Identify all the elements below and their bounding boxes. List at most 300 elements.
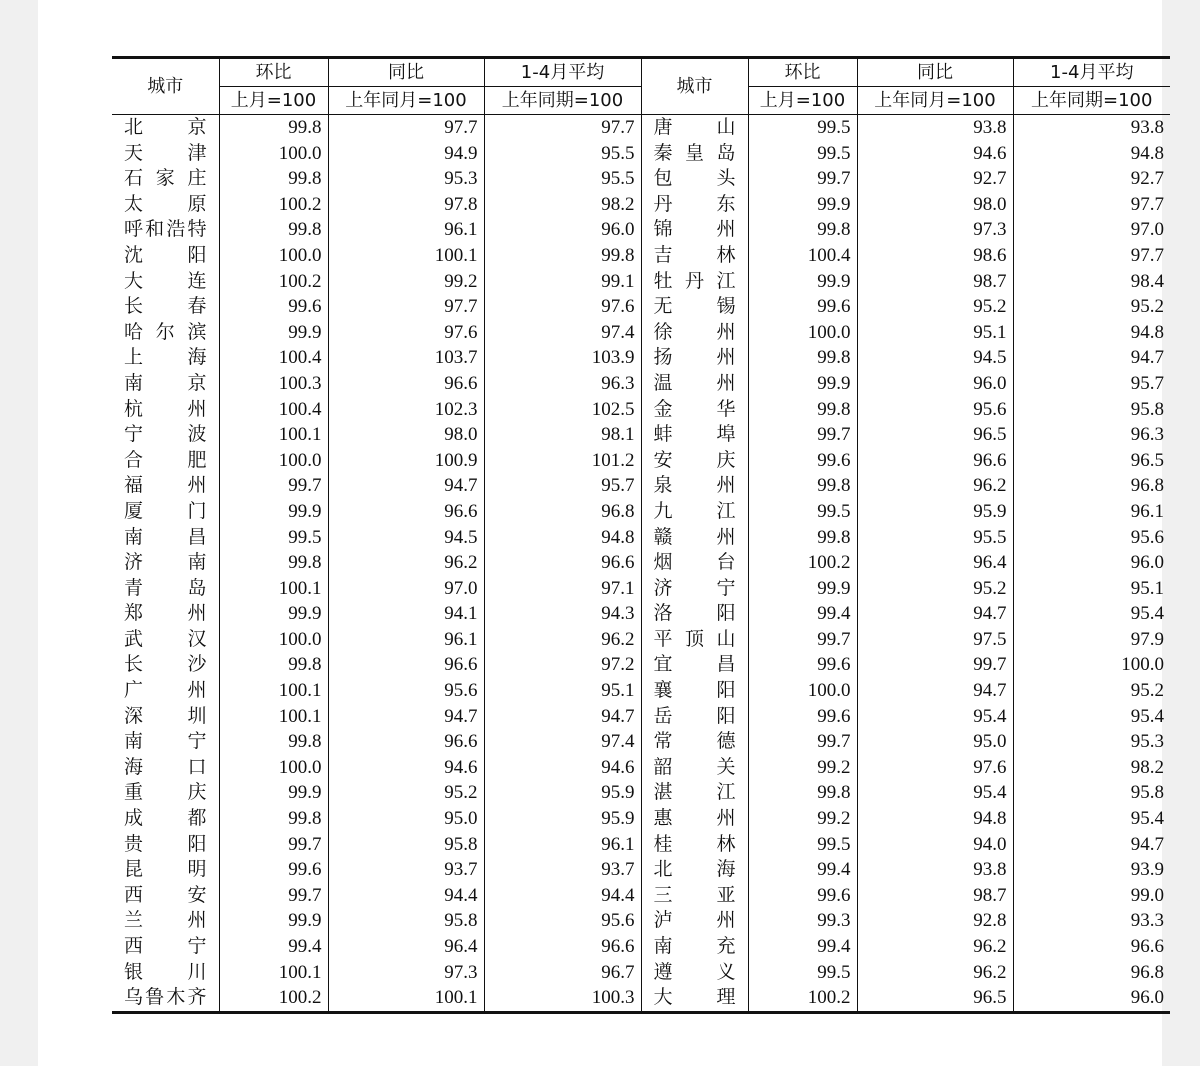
city-label: 石家庄: [124, 167, 207, 190]
city-label: 秦皇岛: [653, 141, 736, 164]
city-name-right: [641, 345, 748, 371]
avg-value-right: 97.0: [1013, 217, 1170, 243]
mom-value-right: 99.8: [748, 525, 857, 551]
yoy-value-left: 102.3: [328, 397, 484, 423]
city-name-right: [641, 371, 748, 397]
city-label: 昆明: [124, 858, 207, 881]
city-name-left: [112, 627, 219, 653]
avg-value-left: 95.9: [484, 806, 641, 832]
table-row: [112, 780, 1170, 806]
avg-value-left: 96.8: [484, 499, 641, 525]
avg-value-right: 96.1: [1013, 499, 1170, 525]
city-label: 呼和浩特: [124, 218, 207, 241]
mom-value-left: 100.0: [219, 755, 328, 781]
mom-value-left: 99.9: [219, 780, 328, 806]
yoy-value-left: 100.1: [328, 243, 484, 269]
city-name-left: [112, 934, 219, 960]
city-label: 赣州: [653, 525, 736, 548]
avg-value-left: 96.3: [484, 371, 641, 397]
yoy-value-left: 94.9: [328, 141, 484, 167]
city-label: 上海: [124, 346, 207, 369]
mom-value-left: 100.4: [219, 397, 328, 423]
mom-value-left: 100.4: [219, 345, 328, 371]
city-label: 重庆: [124, 781, 207, 804]
table-row: [112, 985, 1170, 1012]
city-label: 北京: [124, 116, 207, 138]
yoy-value-right: 94.7: [857, 601, 1013, 627]
city-name-left: [112, 217, 219, 243]
avg-value-right: 94.8: [1013, 320, 1170, 346]
city-label: 唐山: [653, 116, 736, 138]
city-label: 太原: [124, 192, 207, 215]
avg-value-left: 99.8: [484, 243, 641, 269]
avg-value-right: 95.7: [1013, 371, 1170, 397]
mom-value-right: 99.2: [748, 755, 857, 781]
yoy-value-left: 97.7: [328, 294, 484, 320]
yoy-value-right: 95.4: [857, 704, 1013, 730]
avg-value-right: 93.3: [1013, 908, 1170, 934]
yoy-header-right: 同比: [857, 58, 1013, 87]
city-label: 泉州: [653, 474, 736, 497]
yoy-value-left: 93.7: [328, 857, 484, 883]
city-label: 成都: [124, 807, 207, 830]
mom-value-right: 99.7: [748, 627, 857, 653]
avg-value-right: 93.8: [1013, 115, 1170, 141]
city-label: 深圳: [124, 704, 207, 727]
table-row: [112, 166, 1170, 192]
mom-value-right: 99.8: [748, 473, 857, 499]
mom-value-right: 99.4: [748, 857, 857, 883]
mom-header-right: 环比: [748, 58, 857, 87]
avg-value-right: 96.6: [1013, 934, 1170, 960]
mom-value-right: 99.8: [748, 780, 857, 806]
yoy-value-left: 94.6: [328, 755, 484, 781]
city-label: 宁波: [124, 423, 207, 446]
avg-value-right: 97.7: [1013, 243, 1170, 269]
yoy-value-left: 95.3: [328, 166, 484, 192]
city-name-left: [112, 115, 219, 141]
table-row: [112, 243, 1170, 269]
mom-header-left: 环比: [219, 58, 328, 87]
yoy-value-left: 95.2: [328, 780, 484, 806]
city-label: 韶关: [653, 755, 736, 778]
mom-value-left: 99.8: [219, 729, 328, 755]
mom-value-left: 100.1: [219, 678, 328, 704]
mom-value-right: 99.6: [748, 294, 857, 320]
city-name-left: [112, 678, 219, 704]
city-name-right: [641, 550, 748, 576]
city-name-right: [641, 755, 748, 781]
document-page: [38, 0, 1162, 1066]
yoy-value-left: 96.6: [328, 652, 484, 678]
avg-value-right: 100.0: [1013, 652, 1170, 678]
yoy-value-right: 94.0: [857, 832, 1013, 858]
yoy-value-right: 97.3: [857, 217, 1013, 243]
mom-value-right: 99.4: [748, 934, 857, 960]
mom-value-right: 99.6: [748, 883, 857, 909]
yoy-base-left: 上年同月=100: [328, 87, 484, 115]
city-name-left: [112, 652, 219, 678]
city-label: 天津: [124, 141, 207, 164]
city-name-left: [112, 755, 219, 781]
mom-value-right: 99.5: [748, 832, 857, 858]
avg-value-left: 102.5: [484, 397, 641, 423]
city-name-right: [641, 627, 748, 653]
city-name-left: [112, 908, 219, 934]
table-row: [112, 269, 1170, 295]
mom-value-left: 99.9: [219, 908, 328, 934]
mom-value-left: 99.8: [219, 217, 328, 243]
yoy-header-left: 同比: [328, 58, 484, 87]
city-name-right: [641, 806, 748, 832]
yoy-value-right: 95.2: [857, 294, 1013, 320]
avg-value-left: 95.7: [484, 473, 641, 499]
avg-value-right: 95.8: [1013, 780, 1170, 806]
mom-value-right: 99.7: [748, 166, 857, 192]
city-name-left: [112, 499, 219, 525]
city-label: 襄阳: [653, 679, 736, 702]
yoy-value-left: 96.6: [328, 499, 484, 525]
avg-value-left: 99.1: [484, 269, 641, 295]
city-name-left: [112, 704, 219, 730]
table-row: [112, 832, 1170, 858]
city-label: 郑州: [124, 602, 207, 625]
city-label: 西宁: [124, 935, 207, 957]
city-name-right: [641, 601, 748, 627]
city-label: 武汉: [124, 627, 207, 650]
city-name-right: [641, 217, 748, 243]
avg-value-left: 96.6: [484, 550, 641, 576]
table-row: [112, 934, 1170, 960]
mom-value-left: 99.7: [219, 473, 328, 499]
mom-value-left: 100.0: [219, 627, 328, 653]
mom-base-right: 上月=100: [748, 87, 857, 115]
city-name-right: [641, 115, 748, 141]
avg-value-right: 97.7: [1013, 192, 1170, 218]
city-name-right: [641, 243, 748, 269]
avg-value-left: 100.3: [484, 985, 641, 1012]
city-label: 哈尔滨: [124, 320, 207, 343]
avg-value-left: 97.4: [484, 320, 641, 346]
city-column-header-right: 城市: [641, 58, 748, 115]
yoy-value-right: 98.7: [857, 269, 1013, 295]
city-label: 九江: [653, 499, 736, 522]
table-row: [112, 576, 1170, 602]
yoy-value-right: 96.2: [857, 960, 1013, 986]
mom-value-left: 99.8: [219, 652, 328, 678]
city-name-right: [641, 422, 748, 448]
avg-value-right: 95.2: [1013, 294, 1170, 320]
yoy-value-left: 95.8: [328, 832, 484, 858]
table-row: [112, 806, 1170, 832]
yoy-value-right: 95.2: [857, 576, 1013, 602]
city-label: 泸州: [653, 909, 736, 932]
yoy-value-left: 103.7: [328, 345, 484, 371]
city-label: 桂林: [653, 832, 736, 855]
city-name-left: [112, 806, 219, 832]
city-label: 温州: [653, 371, 736, 394]
mom-value-right: 99.5: [748, 141, 857, 167]
mom-value-left: 100.1: [219, 960, 328, 986]
avg-value-right: 95.6: [1013, 525, 1170, 551]
mom-value-right: 99.6: [748, 704, 857, 730]
yoy-value-right: 95.6: [857, 397, 1013, 423]
mom-value-right: 99.5: [748, 115, 857, 141]
city-name-left: [112, 294, 219, 320]
mom-value-left: 99.9: [219, 601, 328, 627]
avg-base-left: 上年同期=100: [484, 87, 641, 115]
city-name-left: [112, 576, 219, 602]
table-row: [112, 550, 1170, 576]
city-label: 烟台: [653, 551, 736, 574]
avg-value-left: 96.0: [484, 217, 641, 243]
table-row: [112, 960, 1170, 986]
table-row: [112, 704, 1170, 730]
yoy-value-left: 94.7: [328, 473, 484, 499]
avg-value-left: 101.2: [484, 448, 641, 474]
mom-value-left: 100.0: [219, 141, 328, 167]
yoy-value-left: 97.6: [328, 320, 484, 346]
yoy-value-right: 95.1: [857, 320, 1013, 346]
yoy-value-right: 94.6: [857, 141, 1013, 167]
avg-value-left: 97.2: [484, 652, 641, 678]
city-name-right: [641, 269, 748, 295]
avg-value-left: 96.7: [484, 960, 641, 986]
city-label: 平顶山: [653, 627, 736, 650]
mom-value-right: 99.5: [748, 960, 857, 986]
avg-value-left: 97.4: [484, 729, 641, 755]
yoy-value-right: 95.0: [857, 729, 1013, 755]
yoy-value-right: 93.8: [857, 115, 1013, 141]
city-label: 牡丹江: [653, 269, 736, 292]
city-name-left: [112, 320, 219, 346]
city-name-right: [641, 832, 748, 858]
avg-value-right: 95.2: [1013, 678, 1170, 704]
city-name-right: [641, 729, 748, 755]
yoy-value-right: 96.5: [857, 422, 1013, 448]
table-row: [112, 601, 1170, 627]
avg-value-left: 95.5: [484, 166, 641, 192]
mom-value-right: 100.2: [748, 985, 857, 1012]
yoy-value-right: 96.5: [857, 985, 1013, 1012]
mom-value-right: 99.2: [748, 806, 857, 832]
city-name-left: [112, 525, 219, 551]
city-label: 杭州: [124, 397, 207, 420]
city-label: 南昌: [124, 525, 207, 548]
mom-value-left: 99.6: [219, 294, 328, 320]
city-name-left: [112, 141, 219, 167]
table-row: [112, 499, 1170, 525]
mom-value-left: 99.8: [219, 166, 328, 192]
yoy-value-right: 98.6: [857, 243, 1013, 269]
city-name-left: [112, 832, 219, 858]
city-name-right: [641, 192, 748, 218]
table-row: [112, 115, 1170, 141]
avg-value-right: 96.8: [1013, 473, 1170, 499]
yoy-value-right: 94.7: [857, 678, 1013, 704]
yoy-value-right: 92.8: [857, 908, 1013, 934]
table-row: [112, 473, 1170, 499]
city-label: 丹东: [653, 192, 736, 215]
city-label: 洛阳: [653, 602, 736, 625]
yoy-value-left: 99.2: [328, 269, 484, 295]
yoy-value-left: 94.5: [328, 525, 484, 551]
mom-value-right: 100.4: [748, 243, 857, 269]
table-row: [112, 397, 1170, 423]
yoy-value-right: 96.2: [857, 934, 1013, 960]
table-row: [112, 729, 1170, 755]
yoy-value-left: 95.0: [328, 806, 484, 832]
avg-value-right: 92.7: [1013, 166, 1170, 192]
city-label: 吉林: [653, 243, 736, 266]
city-name-left: [112, 729, 219, 755]
mom-value-left: 100.2: [219, 985, 328, 1012]
avg-base-right: 上年同期=100: [1013, 87, 1170, 115]
city-name-right: [641, 576, 748, 602]
yoy-value-right: 97.5: [857, 627, 1013, 653]
city-label: 徐州: [653, 320, 736, 343]
city-name-left: [112, 985, 219, 1012]
avg-value-left: 94.4: [484, 883, 641, 909]
city-label: 锦州: [653, 218, 736, 241]
city-label: 厦门: [124, 499, 207, 522]
yoy-value-left: 96.6: [328, 729, 484, 755]
city-label: 南宁: [124, 730, 207, 753]
city-name-right: [641, 704, 748, 730]
yoy-value-left: 95.8: [328, 908, 484, 934]
avg-value-left: 98.2: [484, 192, 641, 218]
avg-value-right: 96.5: [1013, 448, 1170, 474]
yoy-value-left: 94.7: [328, 704, 484, 730]
city-label: 乌鲁木齐: [124, 986, 207, 1009]
avg-value-left: 98.1: [484, 422, 641, 448]
avg-value-left: 94.3: [484, 601, 641, 627]
mom-value-left: 100.1: [219, 422, 328, 448]
city-label: 岳阳: [653, 704, 736, 727]
mom-value-left: 100.0: [219, 448, 328, 474]
city-name-left: [112, 371, 219, 397]
avg-value-left: 97.1: [484, 576, 641, 602]
avg-value-right: 95.4: [1013, 704, 1170, 730]
city-label: 长沙: [124, 653, 207, 676]
table-row: [112, 320, 1170, 346]
city-name-right: [641, 397, 748, 423]
avg-value-right: 95.1: [1013, 576, 1170, 602]
avg-value-left: 97.6: [484, 294, 641, 320]
city-name-left: [112, 601, 219, 627]
city-label: 青岛: [124, 576, 207, 599]
city-label: 大理: [653, 986, 736, 1009]
city-name-left: [112, 192, 219, 218]
table-row: [112, 422, 1170, 448]
yoy-value-right: 95.5: [857, 525, 1013, 551]
city-label: 合肥: [124, 448, 207, 471]
city-name-left: [112, 960, 219, 986]
city-label: 遵义: [653, 960, 736, 983]
yoy-value-left: 96.1: [328, 627, 484, 653]
city-name-right: [641, 857, 748, 883]
yoy-value-right: 93.8: [857, 857, 1013, 883]
table-row: [112, 217, 1170, 243]
yoy-value-left: 96.1: [328, 217, 484, 243]
mom-value-right: 99.3: [748, 908, 857, 934]
mom-value-left: 99.6: [219, 857, 328, 883]
table-row: [112, 141, 1170, 167]
mom-value-left: 99.8: [219, 550, 328, 576]
yoy-value-left: 94.1: [328, 601, 484, 627]
avg-value-right: 95.4: [1013, 806, 1170, 832]
city-name-left: [112, 422, 219, 448]
city-name-right: [641, 780, 748, 806]
city-label: 三亚: [653, 883, 736, 906]
mom-value-right: 99.9: [748, 192, 857, 218]
avg-value-right: 95.4: [1013, 601, 1170, 627]
city-name-right: [641, 141, 748, 167]
yoy-value-left: 96.2: [328, 550, 484, 576]
yoy-value-right: 92.7: [857, 166, 1013, 192]
table-row: [112, 294, 1170, 320]
yoy-base-right: 上年同月=100: [857, 87, 1013, 115]
yoy-value-left: 96.6: [328, 371, 484, 397]
mom-value-left: 99.7: [219, 832, 328, 858]
mom-value-right: 99.8: [748, 345, 857, 371]
city-name-left: [112, 473, 219, 499]
avg-value-left: 94.6: [484, 755, 641, 781]
city-label: 北海: [653, 858, 736, 881]
city-label: 沈阳: [124, 243, 207, 266]
avg-value-left: 93.7: [484, 857, 641, 883]
avg-value-right: 98.2: [1013, 755, 1170, 781]
mom-value-right: 99.8: [748, 217, 857, 243]
yoy-value-left: 95.6: [328, 678, 484, 704]
avg-value-right: 99.0: [1013, 883, 1170, 909]
mom-value-right: 99.6: [748, 652, 857, 678]
yoy-value-right: 94.8: [857, 806, 1013, 832]
mom-base-left: 上月=100: [219, 87, 328, 115]
mom-value-left: 100.1: [219, 576, 328, 602]
mom-value-left: 100.1: [219, 704, 328, 730]
mom-value-right: 99.7: [748, 729, 857, 755]
avg-value-left: 95.9: [484, 780, 641, 806]
city-name-left: [112, 448, 219, 474]
city-label: 金华: [653, 397, 736, 420]
mom-value-right: 100.2: [748, 550, 857, 576]
table-row: [112, 371, 1170, 397]
city-name-left: [112, 550, 219, 576]
mom-value-left: 100.2: [219, 192, 328, 218]
city-label: 大连: [124, 269, 207, 292]
table-row: [112, 908, 1170, 934]
avg-value-right: 98.4: [1013, 269, 1170, 295]
table-body: [112, 115, 1170, 1013]
avg-value-right: 97.9: [1013, 627, 1170, 653]
city-label: 长春: [124, 295, 207, 318]
city-label: 包头: [653, 167, 736, 190]
yoy-value-right: 98.7: [857, 883, 1013, 909]
avg-value-left: 95.6: [484, 908, 641, 934]
mom-value-left: 99.8: [219, 806, 328, 832]
city-name-left: [112, 780, 219, 806]
city-label: 兰州: [124, 909, 207, 932]
city-name-right: [641, 985, 748, 1012]
mom-value-right: 99.9: [748, 269, 857, 295]
avg-value-right: 96.0: [1013, 550, 1170, 576]
city-name-right: [641, 448, 748, 474]
avg-value-left: 95.1: [484, 678, 641, 704]
city-label: 宜昌: [653, 653, 736, 676]
yoy-value-left: 98.0: [328, 422, 484, 448]
mom-value-left: 99.4: [219, 934, 328, 960]
